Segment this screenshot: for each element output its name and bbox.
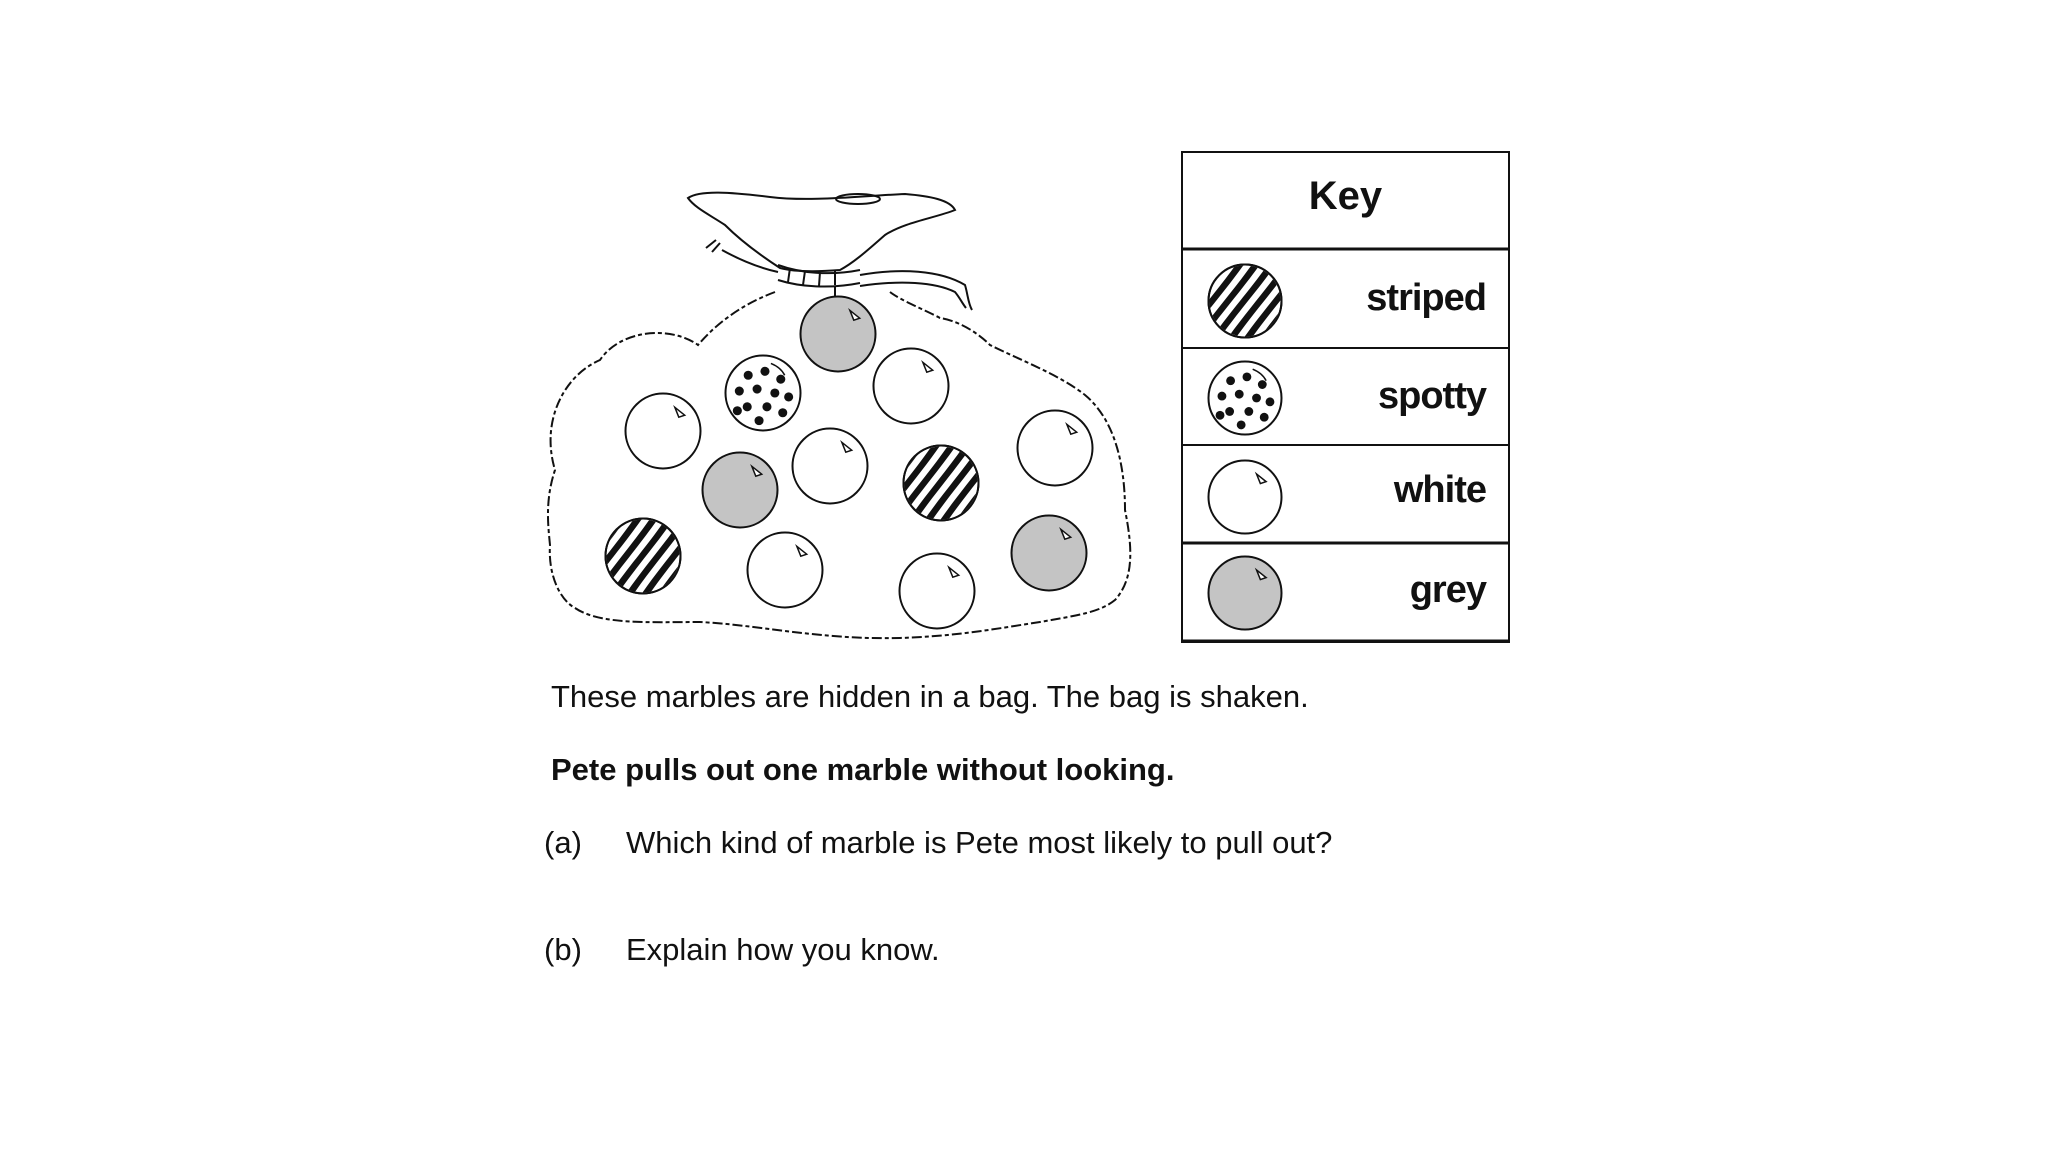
marble-white: [874, 349, 949, 424]
part-a-label: (a): [544, 825, 582, 860]
intro-text: These marbles are hidden in a bag. The bag is shaken.: [551, 679, 1309, 714]
part-b-question: Explain how you know.: [626, 932, 940, 967]
key-label-grey: grey: [1409, 569, 1486, 611]
instruction-text: Pete pulls out one marble without looking.: [551, 752, 1175, 787]
marble-white: [626, 394, 701, 469]
marble-white: [1018, 411, 1093, 486]
bag-marbles: [539, 297, 1093, 629]
marble-striped: [539, 509, 745, 604]
key-title: Key: [1308, 174, 1383, 218]
marble-striped: [837, 436, 1043, 531]
key-label-white: white: [1393, 469, 1486, 511]
marble-grey: [1209, 557, 1282, 630]
part-a-question: Which kind of marble is Pete most likely to pull out?: [626, 825, 1333, 860]
marble-white: [748, 533, 823, 608]
marble-grey: [1012, 516, 1087, 591]
key-label-striped: striped: [1366, 277, 1486, 319]
marble-white: [793, 429, 868, 504]
marble-spotty: [1209, 362, 1282, 435]
marble-white: [1209, 461, 1282, 534]
part-b-label: (b): [544, 932, 582, 967]
marble-grey: [703, 453, 778, 528]
key-label-spotty: spotty: [1378, 375, 1486, 417]
marble-grey: [801, 297, 876, 372]
marble-spotty: [726, 356, 801, 431]
marble-white: [900, 554, 975, 629]
